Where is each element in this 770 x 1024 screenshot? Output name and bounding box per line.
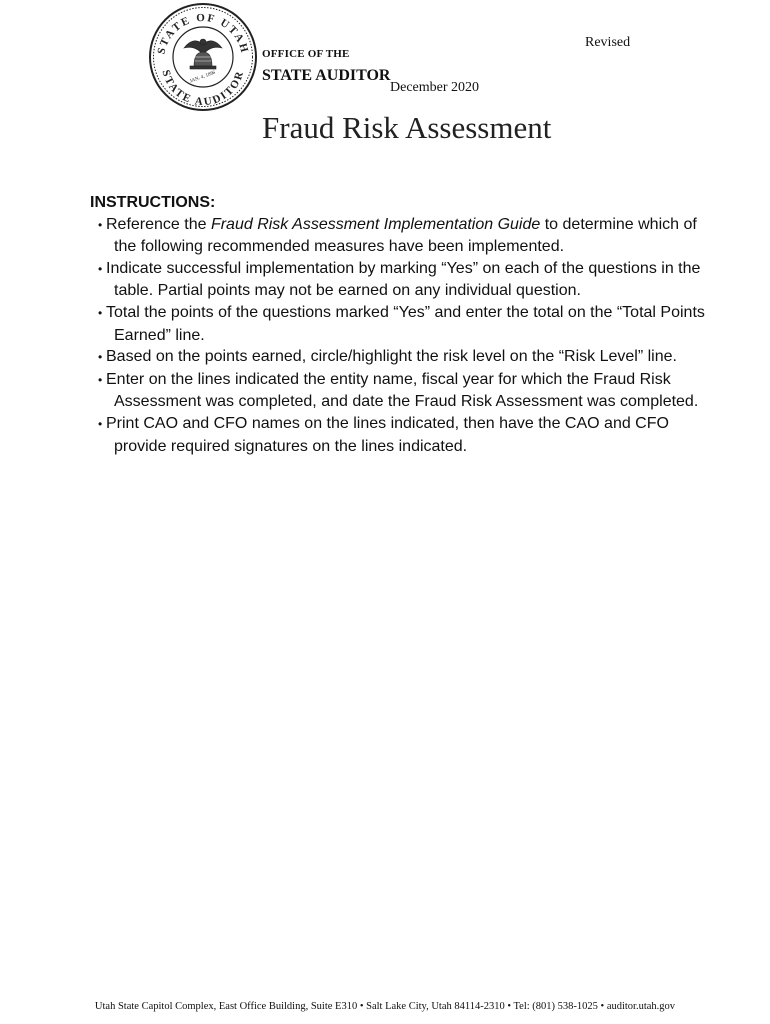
instruction-text-suffix: to determine which of the following recommended measures have been implemented. <box>114 215 697 256</box>
office-heading <box>262 48 390 85</box>
implementation-guide-title: Fraud Risk Assessment Implementation Guide <box>210 215 541 233</box>
instruction-item <box>90 413 720 457</box>
instruction-text: Based on the points earned, circle/highlight the risk level on the “Risk Level” line. <box>106 348 677 366</box>
instruction-text-prefix: Reference the <box>106 215 211 233</box>
instruction-item <box>90 214 720 258</box>
state-auditor-label: STATE AUDITOR <box>262 67 391 84</box>
bullet-icon: • <box>98 261 103 276</box>
page-footer: Utah State Capitol Complex, East Office Building, Suite E310 • Salt Lake City, Utah 84114-2310 • Tel: (801) 538-1025 • auditor.utah.gov <box>94 1001 676 1012</box>
instruction-item <box>90 302 720 346</box>
instruction-text: Enter on the lines indicated the entity name, fiscal year for which the Fraud Risk Assessment was completed, and date the Fraud Risk Assessment was completed. <box>106 370 699 411</box>
office-of-the-label: OFFICE OF THE <box>262 48 350 60</box>
bullet-icon: • <box>98 416 103 431</box>
seal-ring-top-text: STATE OF UTAH <box>155 11 251 56</box>
instructions-heading: INSTRUCTIONS: <box>90 194 216 211</box>
bullet-icon: • <box>98 217 103 232</box>
bullet-icon: • <box>98 350 103 365</box>
page-title: Fraud Risk Assessment <box>262 110 552 145</box>
seal-center-date: JAN. 4, 1896 <box>189 70 217 85</box>
instructions-list <box>90 214 720 458</box>
bullet-icon: • <box>98 305 103 320</box>
instructions-section <box>90 192 720 457</box>
seal-ring-bottom-text: STATE AUDITOR <box>159 68 247 109</box>
revised-label: Revised <box>585 35 631 50</box>
issue-date: December 2020 <box>390 80 480 95</box>
instruction-text: Indicate successful implementation by marking “Yes” on each of the questions in the table. Partial points may not be earned on any individual question. <box>106 259 701 300</box>
instruction-item <box>90 369 720 413</box>
instruction-text: Total the points of the questions marked “Yes” and enter the total on the “Total Points Earned” line. <box>106 303 705 344</box>
instruction-item <box>90 258 720 302</box>
state-auditor-seal <box>148 2 258 112</box>
instruction-text: Print CAO and CFO names on the lines indicated, then have the CAO and CFO provide required signatures on the lines indicated. <box>106 414 669 455</box>
bullet-icon: • <box>98 372 103 387</box>
instruction-item <box>90 346 720 369</box>
